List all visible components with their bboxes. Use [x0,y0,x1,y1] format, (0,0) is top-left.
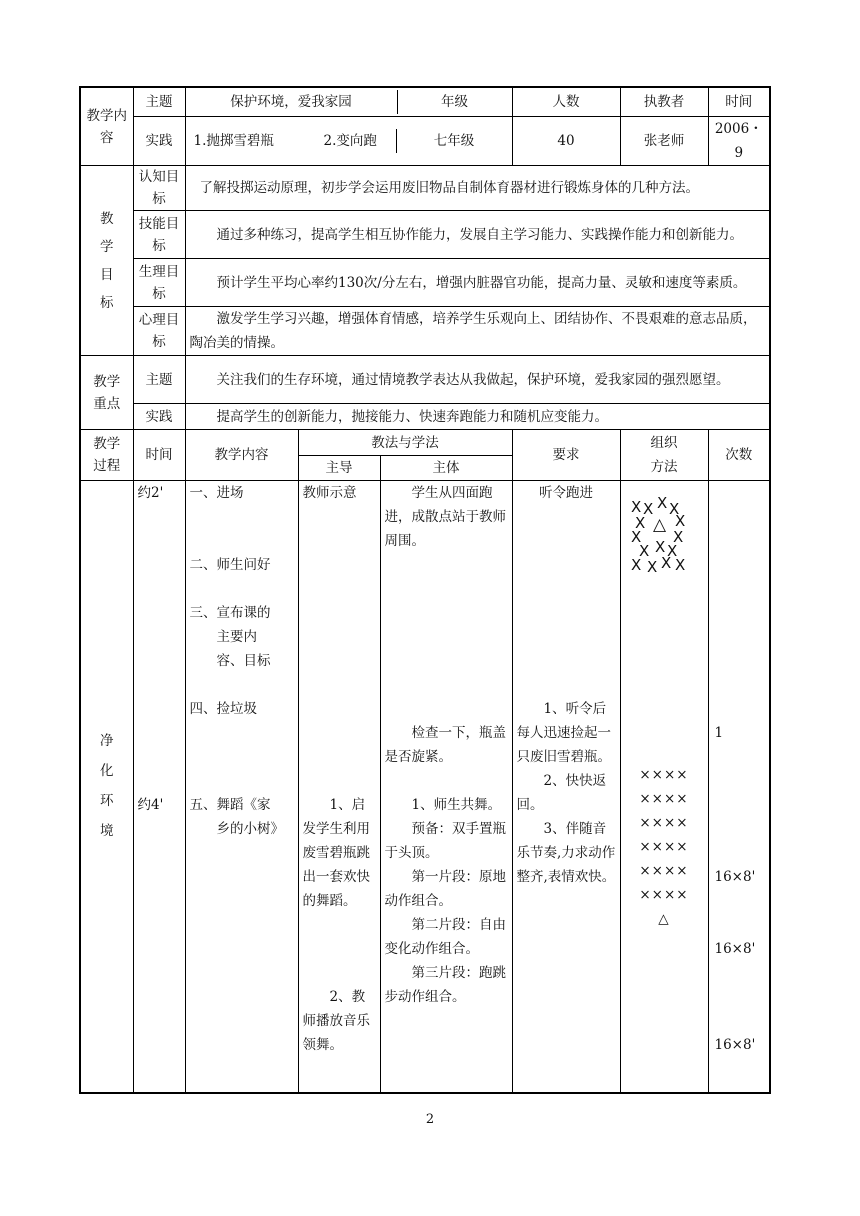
count-4: 16×8' [714,1037,756,1053]
scatter-student-mark: X [631,556,642,574]
process-count-header: 次数 [708,430,770,481]
goal-text-cognitive: 了解投掷运动原理，初步学会运用废旧物品自制体育器材进行锻炼身体的几种方法。 [185,166,770,211]
process-times [133,481,185,1093]
count-1: 1 [714,725,724,741]
process-method-header: 教法与学法 [298,430,512,456]
scatter-student-mark: X [643,500,654,518]
process-body-header: 主体 [380,456,512,481]
lead-2: 1、启发学生利用废雪碧瓶跳出一套欢快的舞蹈。 [302,797,370,909]
lesson-plan-table [79,86,771,1094]
focus-theme-text: 关注我们的生存环境，通过情境教学表达从我做起，保护环境，爱我家园的强烈愿望。 [185,356,770,404]
practice-item-1: 1.抛掷雪碧瓶 [193,133,274,149]
req-4: 3、伴随音乐节奏,力求动作 整齐,表情欢快。 [516,821,616,885]
focus-label: 教学重点 [80,356,133,430]
goal-label-physio: 生理目标 [133,259,185,307]
content-item-2: 二、师生问好 [189,557,271,573]
process-req-header: 要求 [512,430,620,481]
process-contents [185,481,298,1093]
time-header: 时间 [708,87,770,117]
focus-theme-label: 主题 [133,356,185,404]
process-lead [298,481,380,1093]
page-number: 2 [425,1112,435,1127]
goal-text-skill: 通过多种练习，提高学生相互协作能力，发展自主学习能力、实践操作能力和创新能力。 [185,211,770,259]
scatter-student-mark: X [639,542,650,560]
time-1: 约2' [137,485,164,501]
process-counts [708,481,770,1093]
teacher-header: 执教者 [620,87,708,117]
scatter-student-mark: X [675,512,686,530]
people-header: 人数 [512,87,620,117]
content-item-1: 一、进场 [189,485,244,501]
goal-label-cognitive: 认知目标 [133,166,185,211]
content-item-3a: 三、宣布课的 [189,605,271,621]
content-item-3c: 容、目标 [216,653,271,669]
theme-value: 保护环境，爱我家园 [186,90,398,114]
focus-practice-label: 实践 [133,404,185,430]
formation-row-4: ×××× [639,839,689,855]
content-item-5b: 乡的小树》 [216,821,284,837]
lesson-plan [79,86,769,1094]
goal-label-psych: 心理目标 [133,307,185,356]
scatter-student-mark: X [661,554,672,572]
process-content-header: 教学内容 [185,430,298,481]
scatter-student-mark: X [655,538,666,556]
body-1: 学生从四面跑进，成散点站于教师周围。 [384,485,506,549]
process-org-header: 组织方法 [620,430,708,481]
focus-practice-text: 提高学生的创新能力，抛接能力、快速奔跑能力和随机应变能力。 [185,404,770,430]
formation-row-3: ×××× [639,815,689,831]
practice-label: 实践 [133,117,185,166]
content-item-3b: 主要内 [216,629,257,645]
practice-items [185,117,512,166]
body-5: 第一片段：原地动作组合。 [384,869,506,909]
req-3: 2、快快返回。 [516,773,607,813]
theme-label: 主题 [133,87,185,117]
body-6: 第二片段：自由变化动作组合。 [384,917,506,957]
count-3: 16×8' [714,941,756,957]
scatter-student-mark: X [673,528,684,546]
formation-row-1: ×××× [639,767,689,783]
formation-row-2: ×××× [639,791,689,807]
process-section-label: 净化环境 [80,481,133,1093]
content-item-5a: 五、舞蹈《家 [189,797,271,813]
scatter-student-mark: X [675,556,686,574]
process-label: 教学过程 [80,430,133,481]
formation-row-6: ×××× [639,887,689,903]
scatter-student-mark: X [635,514,646,532]
practice-item-2: 2.变向跑 [323,133,377,149]
scatter-student-mark: X [669,500,680,518]
req-2: 1、听令后每人迅速捡起一只废旧雪碧瓶。 [516,701,611,765]
formation-row-5: ×××× [639,863,689,879]
theme-value-area [185,87,512,117]
body-7: 第三片段：跑跳步动作组合。 [384,965,506,1005]
process-time-header: 时间 [133,430,185,481]
process-organization [620,481,708,1093]
process-lead-header: 主导 [298,456,380,481]
scatter-student-mark: X [647,558,658,576]
body-4: 预备：双手置瓶于头顶。 [384,821,506,861]
scatter-formation [629,495,699,575]
lead-1: 教师示意 [302,485,357,501]
lead-3: 2、教师播放音乐领舞。 [302,989,370,1053]
goal-text-psych: 激发学生学习兴趣，增强体育情感，培养学生乐观向上、团结协作、不畏艰难的意志品质，陶冶美的情操。 [185,307,770,356]
goal-text-physio: 预计学生平均心率约130次/分左右，增强内脏器官功能，提高力量、灵敏和速度等素质。 [185,259,770,307]
body-2: 检查一下，瓶盖是否旋紧。 [384,725,506,765]
scatter-student-mark: X [667,542,678,560]
teacher-value: 张老师 [620,117,708,166]
formation-teacher: △ [658,911,670,927]
req-1: 听令跑进 [539,485,593,501]
line-formation [621,763,708,931]
scatter-teacher: △ [653,515,667,535]
grade-header: 年级 [441,94,468,110]
scatter-student-mark: X [631,498,642,516]
goals-label: 教学目标 [80,166,133,356]
grade-value: 七年级 [433,133,475,149]
process-body [380,481,512,1093]
scatter-student-mark: X [657,494,668,512]
time-value: 2006・9 [708,117,770,166]
time-2: 约4' [137,797,164,813]
people-value: 40 [512,117,620,166]
content-label: 教学内容 [80,87,133,166]
content-item-4: 四、捡垃圾 [189,701,257,717]
count-2: 16×8' [714,869,756,885]
body-3: 1、师生共舞。 [411,797,502,813]
scatter-student-mark: X [631,528,642,546]
goal-label-skill: 技能目标 [133,211,185,259]
process-requirements [512,481,620,1093]
